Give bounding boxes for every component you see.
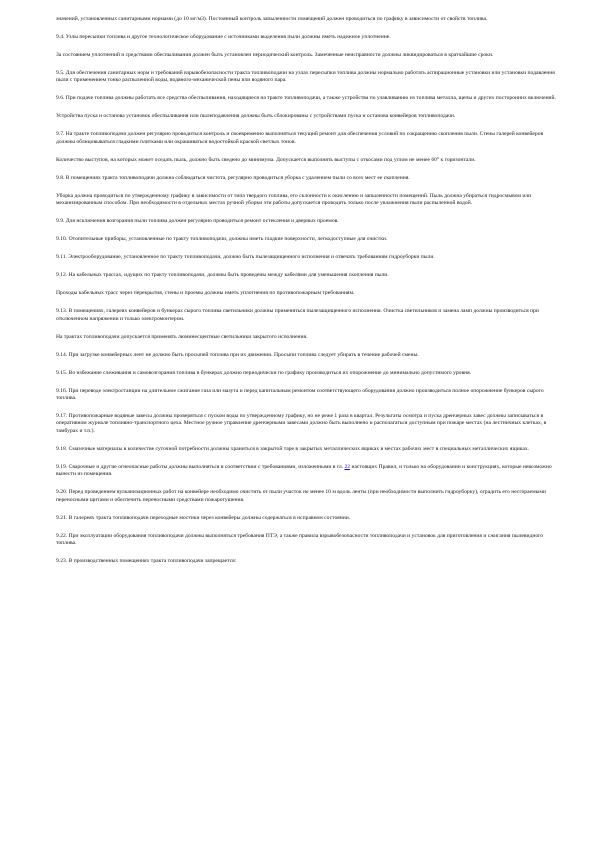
paragraph: 9.5. Для обеспечения санитарных норм и требований взрывобезопасности тракта топливоподачи на узлах пересыпки топлива должны нормально работать аспирационные установки или установки подавления пыли с применением тонко распыленной воды, водяного-механической пены или водяного пара. [56, 70, 555, 84]
paragraph: 9.12. На кабельных трассах, идущих по тракту топливоподачи, должны быть проведены между кабелями для уменьшения скопления пыли. [56, 272, 389, 279]
paragraph: 9.10. Отопительные приборы, установленные по тракту топливоподачи, должны иметь гладкие поверхности, легкодоступные для очистки. [56, 236, 388, 243]
paragraph: значений, установленных санитарными нормами (до 10 мг/м3). Постоянный контроль запыленности помещений должен проводиться по графику в зависимости от свойств топлива. [56, 16, 488, 22]
paragraph-text-before-link: 9.19. Сварочные и другие огнеопасные работы должны выполняться в соответствии с требованиями, изложенными в гл. [56, 463, 344, 470]
paragraph-text-after-link: настоящих Правил, и только на оборудовании и конструкциях, которые невозможно вынести из помещения. [56, 463, 552, 478]
paragraph: Устройства пуска и останова установок обеспыливания или пылеподавления должны быть сблокированы с устройствами пуска и останова конвейеров топливоподачи. [56, 113, 456, 120]
paragraph: 9.4. Узлы пересыпки топлива и другое технологическое оборудование с источниками выделения пыли должны иметь надежное уплотнение. [56, 34, 391, 40]
paragraph: 9.16. При переводе электростанции на длительное сжигание газа или мазута и перед капитальным ремонтом соответствующего оборудования должно производиться полное опорожнение бункеров сырого топлива. [56, 387, 544, 402]
paragraph: 9.18. Смазочные материалы в количестве суточной потребности должны храниться в закрытой таре в закрытых металлических ящиках в местах рабочих мест в специальных металлических ящиках. [56, 445, 530, 452]
paragraph: На трактах топливоподачи допускается применять люминесцентные светильники закрытого исполнения. [56, 333, 308, 340]
paragraph: Уборка должна проводиться по утвержденному графику в зависимости от типа твердого топлива, его склонности к окислению и запыленности помещений. Пыль должна убираться гидросмывом или механизированным способом. При необходимости в отдельных местах ручной уборки эти работы допускается проводить только после увлажнения пыли распыленной водой. [56, 192, 532, 207]
paragraph: За состоянием уплотнений и средствами обеспыливания должен быть установлен периодический контроль. Замеченные неисправности должны ликвидироваться в кратчайшие сроки. [56, 52, 494, 58]
paragraph: 9.7. На тракте топливоподачи должен регулярно проводиться контроль и своевременно выполняться текущий ремонт для обеспечения условий по сокращению скопления пыли. Стены галерей конвейеров должны облицовываться гладкими плитками или окрашиваться водостойкой краской светлых тонов. [56, 131, 544, 145]
paragraph: 9.15. Во избежание слеживания и самовозгорания топлива в бункерах должно периодически по графику производиться их опорожнение до минимально допустимого уровня. [56, 369, 472, 376]
paragraph: 9.23. В производственных помещениях тракта топливоподачи запрещается: [56, 558, 237, 565]
paragraph: 9.14. При загрузке конвейерных лент не должно быть просыпей топлива при их движении. Просыпи топлива следует убирать в течение рабочей смены. [56, 351, 419, 358]
document-page [56, 16, 556, 576]
paragraph: 9.6. При подаче топлива должны работать все средства обеспыливания, находящиеся на тракте топливоподачи, а также устройства по улавливанию из топлива металла, щепы и других посторонних включений. [56, 95, 556, 102]
paragraph: 9.22. При эксплуатации оборудования топливоподачи должны выполняться требования ПТЭ, а также правила взрывобезопасности топливоподачи и установок для приготовления и сжигания пылевидного топлива. [56, 532, 544, 547]
paragraph: 9.17. Противопожарные водяные завесы должны проверяться с пуском воды по утвержденному графику, но не реже 1 раза в квартал. Результаты осмотра и пуска дренчерных завес должны записываться в оперативном журнале топливно-транспортного цеха. Местное ручное управление дренчерными завесами должно быть выполнено и располагаться доступным при пожаре местах (на лестничных клетках, в тамбурах и т.п.). [56, 413, 547, 434]
paragraph: 9.11. Электрооборудование, установленное по тракту топливоподачи, должно быть пылезащищенного исполнения и отвечать требованиям гидроуборки пыли. [56, 254, 435, 261]
chapter-link[interactable]: 22 [344, 463, 351, 470]
paragraph-with-link [56, 464, 556, 479]
paragraph: 9.13. В помещениях, галереях конвейеров и бункерах сырого топлива светильники должны применяться пылезащищенного исполнения. Очистка светильников и замена ламп должны производиться при отключенном напряжении и только электромонтером. [56, 308, 539, 322]
paragraph: 9.9. Для исключения возгорания пыли топлива должен регулярно проводиться ремонт остекления и дверных проемов. [56, 218, 339, 225]
paragraph: 9.8. В помещениях тракта топливоподачи должна соблюдаться чистота, регулярно проводиться уборка с удалением пыли со всех мест ее скопления. [56, 174, 410, 181]
paragraph: Проходы кабельных трасс через перекрытия, стены и проемы должны иметь уплотнения по противопожарным требованиям. [56, 290, 355, 297]
paragraph: Количество выступов, на которых может оседать пыль, должно быть сведено до минимума. Допускается выполнять выступы с откосами под углом не менее 60° к горизонтали. [56, 156, 476, 163]
paragraph: 9.21. В галереях тракта топливоподачи переходные мостики через конвейеры должны содержаться в исправном состоянии. [56, 514, 351, 521]
paragraph: 9.20. Перед проведением вулканизационных работ на конвейере необходимо очистить от пыли участок не менее 10 м вдоль ленты (при необходимости выполнить гидроуборку), оградить его несгораемыми переносными щитами и обеспечить переносными средствами пожаротушения. [56, 489, 546, 503]
